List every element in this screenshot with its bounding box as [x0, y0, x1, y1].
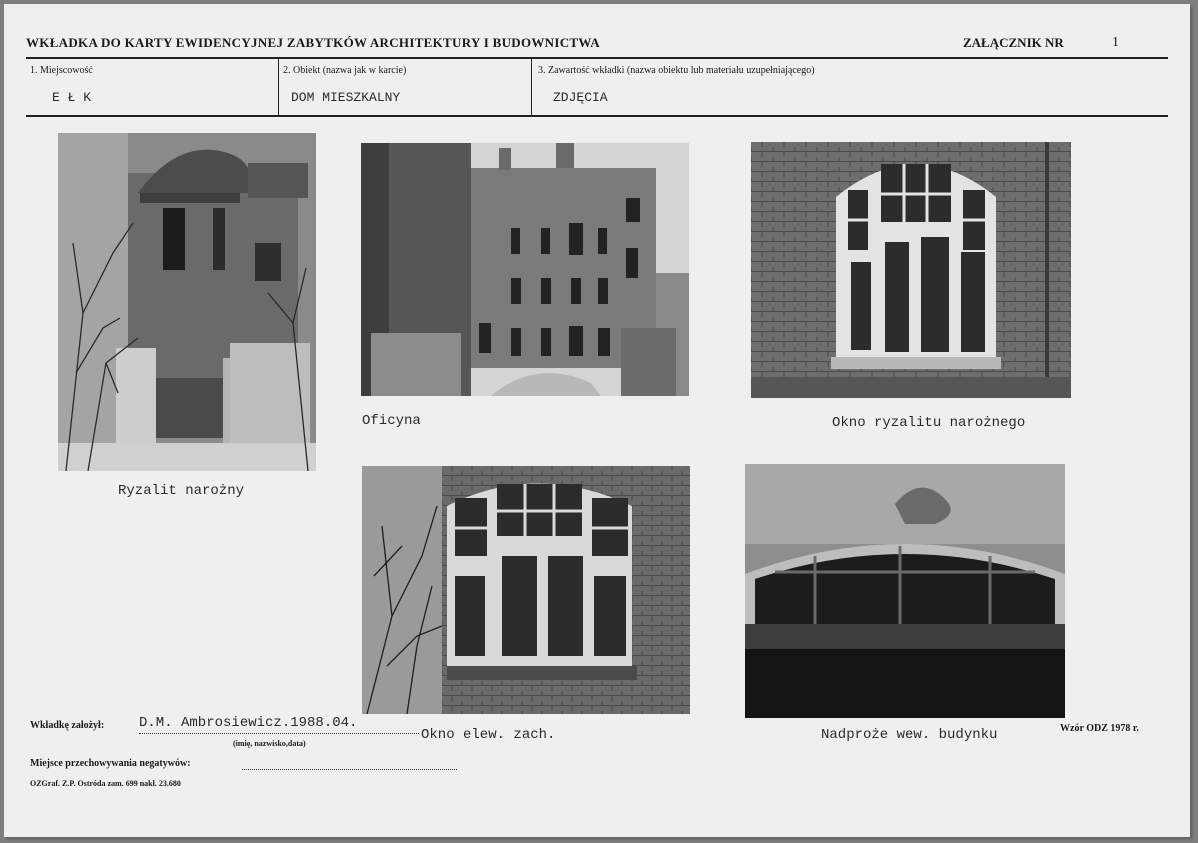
object-value: DOM MIESZKALNY: [291, 90, 401, 105]
attachment-label: ZAŁĄCZNIK NR: [963, 35, 1064, 50]
attachment-number: 1: [1112, 35, 1119, 50]
negatives-label: Miejsce przechowywania negatywów:: [30, 758, 191, 769]
photo-west-window: [362, 466, 690, 714]
object-label: 2. Obiekt (nazwa jak w karcie): [283, 65, 407, 76]
photo-corner-avant-corps: [58, 133, 316, 471]
caption-3: Okno ryzalitu narożnego: [832, 415, 1026, 431]
founder-hint: (imię, nazwisko,data): [233, 739, 306, 748]
header-rule-top: [26, 57, 1168, 59]
header-rule-bottom: [26, 115, 1168, 117]
caption-5: Nadproże wew. budynku: [821, 727, 998, 743]
founder-value: D.M. Ambrosiewicz.1988.04.: [139, 715, 358, 731]
photo-outbuilding: [361, 143, 689, 396]
photo-interior-lintel: [745, 464, 1065, 718]
sheet-title: WKŁADKA DO KARTY EWIDENCYJNEJ ZABYTKÓW ARCHITEKTURY I BUDOWNICTWA: [26, 35, 600, 50]
template-note: Wzór ODZ 1978 r.: [1060, 723, 1139, 734]
place-value: E Ł K: [52, 90, 92, 105]
photo-corner-window: [751, 142, 1071, 398]
field-divider-1: [278, 59, 279, 115]
place-label: 1. Miejscowość: [30, 65, 93, 76]
caption-1: Ryzalit narożny: [118, 483, 245, 499]
founder-dots: [139, 733, 419, 734]
field-divider-2: [531, 59, 532, 115]
content-value: ZDJĘCIA: [553, 90, 608, 105]
caption-4: Okno elew. zach.: [421, 727, 556, 743]
founder-label: Wkładkę założył:: [30, 720, 105, 731]
content-label: 3. Zawartość wkładki (nazwa obiektu lub materiału uzupełniającego): [538, 65, 815, 76]
negatives-dots: [242, 769, 457, 770]
print-info: OZGraf. Z.P. Ostróda zam. 699 nakł. 23.680: [30, 779, 181, 788]
caption-2: Oficyna: [362, 413, 421, 429]
